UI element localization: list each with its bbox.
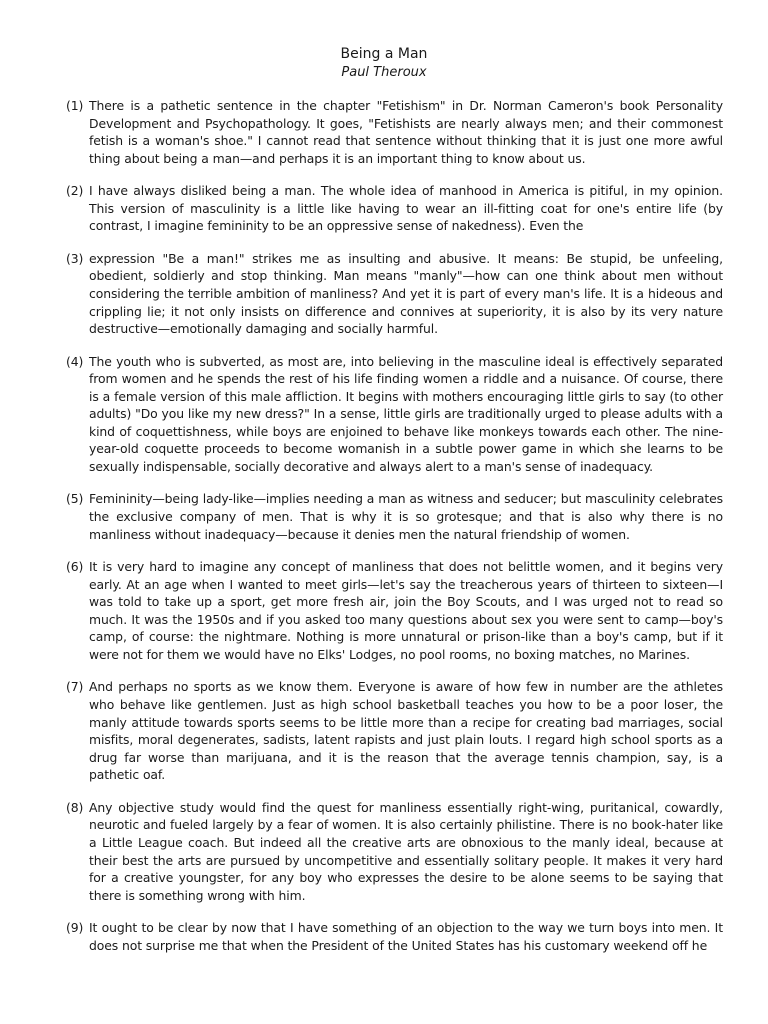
paragraph-number: (2) xyxy=(66,183,84,199)
paragraph-1 xyxy=(66,97,723,167)
paragraph-number: (6) xyxy=(66,559,84,575)
paragraph-text: It is very hard to imagine any concept of manliness that does not belittle women, and it begins very early. At an age when I wanted to meet girls—let's say the treacherous years of thirteen to sixteen—I was told to take up a sport, get more fresh air, join the Boy Scouts, and I was urged not to read so much. It was the 1950s and if you asked too many questions about sex you were sent to camp—boy's camp, of course: the nightmare. Nothing is more unnatural or prison-like than a boy's camp, but if it were not for them we would have no Elks' Lodges, no pool rooms, no boxing matches, no Marines. xyxy=(89,559,723,663)
paragraph-2 xyxy=(66,182,723,235)
paragraph-number: (4) xyxy=(66,353,84,369)
paragraph-number: (9) xyxy=(66,920,84,936)
paragraph-number: (1) xyxy=(66,98,84,113)
title-block xyxy=(0,44,768,82)
paragraph-3 xyxy=(66,250,723,338)
paragraph-text: I have always disliked being a man. The whole idea of manhood in America is pitiful, in my opinion. This version of masculinity is a little like having to wear an ill-fitting coat for one's entire life (by contrast, I imagine femininity to be an oppressive sense of nakedness). Even the xyxy=(89,183,723,234)
paragraph-text: Femininity—being lady-like—implies needing a man as witness and seducer; but masculinity celebrates the exclusive company of men. That is why it is so grotesque; and that is also why there is no manliness without inadequacy—because it denies men the natural friendship of women. xyxy=(89,491,723,542)
paragraph-number: (8) xyxy=(66,799,84,815)
paragraph-7 xyxy=(66,678,723,784)
document-author: Paul Theroux xyxy=(341,65,427,80)
paragraph-6 xyxy=(66,558,723,664)
paragraph-5 xyxy=(66,490,723,543)
paragraph-number: (7) xyxy=(66,679,84,695)
document-title: Being a Man xyxy=(340,46,428,62)
paragraph-8 xyxy=(66,799,723,905)
paragraph-number: (3) xyxy=(66,250,84,266)
paragraph-text: Any objective study would find the quest for manliness essentially right-wing, puritanical, cowardly, neurotic and fueled largely by a fear of women. It is also certainly philistine. There is no book-hater like a Little League coach. But indeed all the creative arts are obnoxious to the manly ideal, because at their best the arts are pursued by uncompetitive and essentially solitary people. It makes it very hard for a creative youngster, for any boy who expresses the desire to be alone seems to be saying that there is something wrong with him. xyxy=(89,799,723,903)
paragraph-number: (5) xyxy=(66,491,84,507)
paragraph-4 xyxy=(66,353,723,476)
paragraph-text: There is a pathetic sentence in the chapter "Fetishism" in Dr. Norman Cameron's book Personality Development and Psychopathology. It goes, "Fetishists are nearly always men; and their commonest fetish is a woman's shoe." I cannot read that sentence without thinking that it is just one more awful thing about being a man—and perhaps it is an important thing to know about us. xyxy=(89,98,723,166)
paragraph-text: It ought to be clear by now that I have something of an objection to the way we turn boys into men. It does not surprise me that when the President of the United States has his customary weekend off he xyxy=(89,920,723,953)
paragraph-text: The youth who is subverted, as most are, into believing in the masculine ideal is effectively separated from women and he spends the rest of his life finding women a riddle and a nuisance. Of course, there is a female version of this male affliction. It begins with mothers encouraging little girls to say (to other adults) "Do you like my new dress?" In a sense, little girls are traditionally urged to please adults with a kind of coquettishness, while boys are enjoined to behave like monkeys towards each other. The nine-year-old coquette proceeds to become womanish in a subtle power game in which she learns to be sexually indispensable, socially decorative and always alert to a man's sense of inadequacy. xyxy=(89,353,723,475)
paragraph-9 xyxy=(66,919,723,954)
document-body xyxy=(66,97,723,969)
paragraph-text: expression "Be a man!" strikes me as insulting and abusive. It means: Be stupid, be unfeeling, obedient, soldierly and stop thinking. Man means "manly"—how can one think about men without considering the terrible ambition of manliness? And yet it is part of every man's life. It is a hideous and crippling lie; it not only insists on difference and connives at superiority, it is also by its very nature destructive—emotionally damaging and socially harmful. xyxy=(89,250,723,337)
paragraph-text: And perhaps no sports as we know them. Everyone is aware of how few in number are the athletes who behave like gentlemen. Just as high school basketball teaches you how to be a poor loser, the manly attitude towards sports seems to be little more than a recipe for creating bad marriages, social misfits, moral degenerates, sadists, latent rapists and just plain louts. I regard high school sports as a drug far worse than marijuana, and it is the reason that the average tennis champion, say, is a pathetic oaf. xyxy=(89,679,723,783)
